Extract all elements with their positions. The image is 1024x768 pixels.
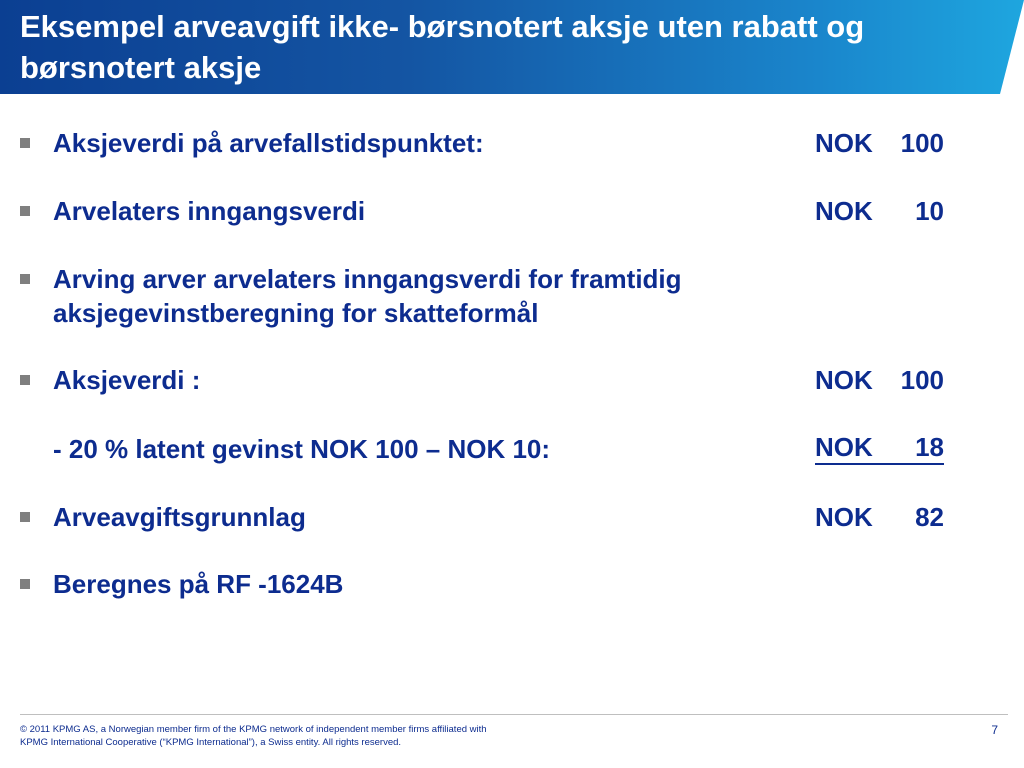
bullet-square-icon: [20, 579, 30, 589]
bullet-square-icon: [20, 138, 30, 148]
item-currency: NOK: [815, 502, 873, 532]
item-currency: NOK: [815, 365, 873, 395]
item-label-continued: aksjegevinstberegning for skatteformål: [53, 298, 539, 328]
item-label: Arvelaters inngangsverdi: [53, 196, 366, 226]
bullet-square-icon: [20, 512, 30, 522]
bullet-square-icon: [20, 274, 30, 284]
item-amount: 82: [915, 502, 944, 532]
item-label: Aksjeverdi :: [53, 365, 201, 395]
copyright-notice: [20, 723, 620, 749]
item-currency: NOK: [815, 432, 873, 462]
item-amount: 100: [900, 128, 944, 158]
item-label: Arving arver arvelaters inngangsverdi for framtidig: [53, 264, 682, 294]
item-currency: NOK: [815, 196, 873, 226]
item-label: Arveavgiftsgrunnlag: [53, 502, 306, 532]
bullet-square-icon: [20, 375, 30, 385]
item-amount: 10: [915, 196, 944, 226]
page-number: 7: [991, 723, 998, 737]
bullet-square-icon: [20, 206, 30, 216]
item-value: [815, 126, 944, 160]
item-value: [815, 194, 944, 228]
item-label: Beregnes på RF -1624B: [53, 569, 344, 599]
item-label: - 20 % latent gevinst NOK 100 – NOK 10:: [53, 434, 551, 464]
item-value: [815, 363, 944, 397]
copyright-line: © 2011 KPMG AS, a Norwegian member firm of the KPMG network of independent member firms affiliated with: [20, 724, 487, 735]
item-label: Aksjeverdi på arvefallstidspunktet:: [53, 128, 484, 158]
copyright-line: KPMG International Cooperative (“KPMG International”), a Swiss entity. All rights reserved.: [20, 737, 402, 748]
item-amount: 100: [900, 365, 944, 395]
slide-title: Eksempel arveavgift ikke- børsnotert aksje uten rabatt og børsnotert aksje: [20, 9, 865, 85]
item-value-underlined: [815, 432, 944, 465]
item-currency: NOK: [815, 128, 873, 158]
item-value: [815, 500, 944, 534]
footer-divider: [20, 714, 1008, 715]
item-amount: 18: [915, 432, 944, 462]
